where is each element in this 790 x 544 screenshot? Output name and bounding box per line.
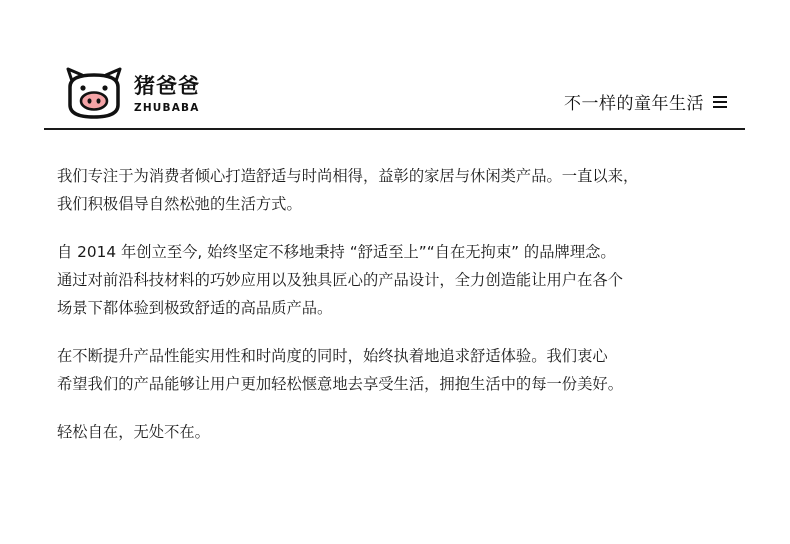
menu-bar xyxy=(713,96,727,98)
brand-name-cn: 猪爸爸 xyxy=(134,73,200,98)
pig-face-icon xyxy=(64,67,124,121)
mission-paragraph xyxy=(57,342,737,398)
text-line: 通过对前沿科技材料的巧妙应用以及独具匠心的产品设计，全力创造能让用户在各个 xyxy=(57,271,623,289)
text-line: 场景下都体验到极致舒适的高品质产品。 xyxy=(57,299,333,317)
text-line: 我们专注于为消费者倾心打造舒适与时尚相得，益彰的家居与休闲类产品。一直以来， xyxy=(57,167,639,185)
brand-logo[interactable] xyxy=(64,66,234,122)
brand-text xyxy=(134,74,200,115)
brand-description xyxy=(57,162,737,466)
history-paragraph xyxy=(57,238,737,322)
site-header xyxy=(44,56,745,130)
text-line: 希望我们的产品能够让用户更加轻松惬意地去享受生活，拥抱生活中的每一份美好。 xyxy=(57,375,623,393)
menu-icon[interactable] xyxy=(713,96,727,108)
text-line: 在不断提升产品性能实用性和时尚度的同时，始终执着地追求舒适体验。我们衷心 xyxy=(57,347,608,365)
tagline-paragraph xyxy=(57,418,737,446)
slogan: 不一样的童年生活 xyxy=(564,94,704,114)
header-nav xyxy=(564,89,727,114)
menu-bar xyxy=(713,101,727,103)
menu-bar xyxy=(713,106,727,108)
text-line: 我们积极倡导自然松弛的生活方式。 xyxy=(57,195,302,213)
intro-paragraph xyxy=(57,162,737,218)
text-line: 轻松自在，无处不在。 xyxy=(57,423,210,441)
text-line: 自 2014 年创立至今, 始终坚定不移地秉持 “舒适至上”“自在无拘束” 的品牌理念。 xyxy=(57,243,616,261)
brand-name-en: ZHUBABA xyxy=(134,101,200,114)
